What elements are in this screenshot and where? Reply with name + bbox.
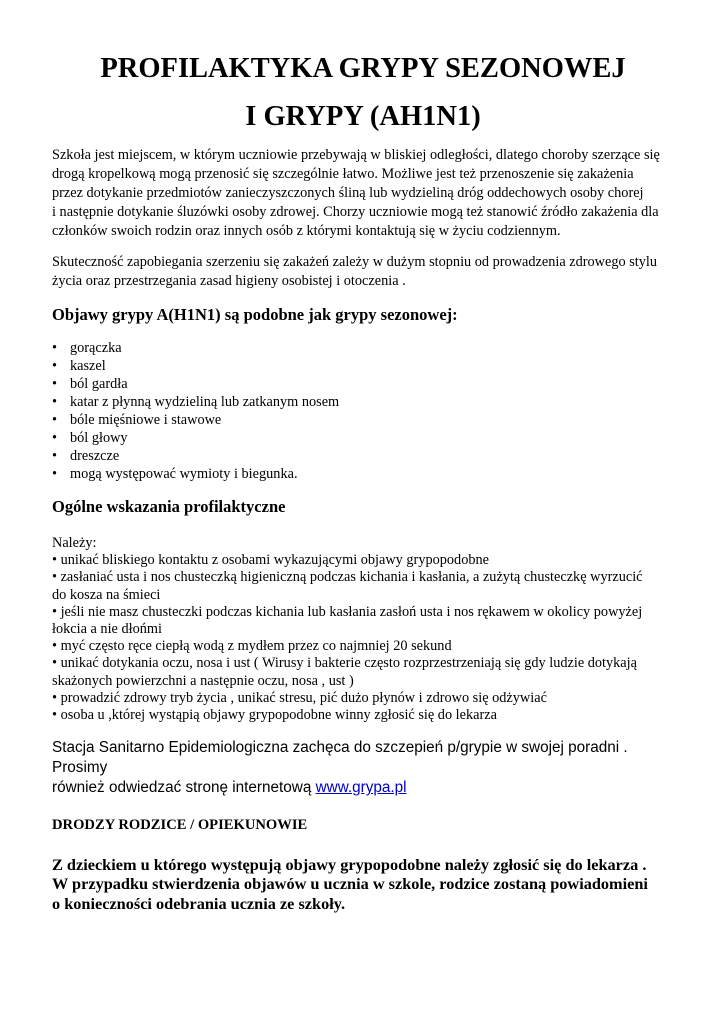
bullet-icon: • — [52, 340, 58, 357]
bullet-icon: • — [52, 376, 58, 393]
advice-intro: Należy: — [52, 534, 97, 551]
intro-line: i następnie dotykanie śluzówki osoby zdrowej. Chorzy uczniowie mogą też stanowić źródło zakażenia dla — [52, 204, 659, 221]
sanepid-line: Stacja Sanitarno Epidemiologiczna zachęca do szczepień p/grypie w swojej poradni . Prosimy — [52, 739, 628, 777]
grypa-website-link[interactable]: www.grypa.pl — [315, 779, 407, 797]
intro-line: Szkoła jest miejscem, w którym uczniowie przebywają w bliskiej odległości, dlatego choroby szerzące się — [52, 147, 660, 164]
advice-line: • zasłaniać usta i nos chusteczką higieniczną podczas kichania i kasłania, a zużytą chusteczkę wyrzucić — [52, 569, 643, 586]
advice-line: • myć często ręce ciepłą wodą z mydłem przez co najmniej 20 sekund — [52, 638, 452, 655]
list-item — [52, 447, 674, 465]
bullet-icon: • — [52, 394, 58, 411]
advice-line: • jeśli nie masz chusteczki podczas kichania lub kasłania zasłoń usta i nos rękawem w okolicy powyżej — [52, 603, 643, 620]
intro-line: przez dotykanie przedmiotów zanieczyszczonych śliną lub wydzieliną dróg oddechowych osoby chorej — [52, 185, 644, 202]
prophylaxis-advice — [52, 535, 674, 724]
notice-line: o konieczności odebrania ucznia ze szkoły. — [52, 893, 346, 913]
bullet-icon: • — [52, 448, 58, 465]
bullet-icon: • — [52, 412, 58, 429]
notice-line: Z dzieckiem u którego występują objawy grypopodobne należy zgłosić się do lekarza . — [52, 854, 647, 874]
symptoms-list — [52, 339, 674, 483]
symptom-label: mogą występować wymioty i biegunka. — [70, 466, 298, 483]
bullet-icon: • — [52, 358, 58, 375]
symptoms-heading: Objawy grypy A(H1N1) są podobne jak grypy sezonowej: — [52, 305, 458, 325]
advice-line: • unikać dotykania oczu, nosa i ust ( Wirusy i bakterie często rozprzestrzeniają się gdy ludzie dotykają — [52, 655, 637, 672]
document-page — [52, 52, 674, 913]
symptom-label: bóle mięśniowe i stawowe — [70, 412, 222, 429]
advice-line: łokcia a nie dłońmi — [52, 620, 162, 637]
symptom-label: ból głowy — [70, 430, 128, 447]
symptom-label: dreszcze — [70, 448, 120, 465]
advice-line: • unikać bliskiego kontaktu z osobami wykazującymi objawy grypopodobne — [52, 552, 489, 569]
effectiveness-line: życia oraz przestrzegania zasad higieny osobistej i otoczenia . — [52, 273, 406, 290]
symptom-label: gorączka — [70, 340, 122, 357]
page-title-line-2: I GRYPY (AH1N1) — [245, 101, 481, 133]
list-item — [52, 411, 674, 429]
notice-line: W przypadku stwierdzenia objawów u ucznia w szkole, rodzice zostaną powiadomieni — [52, 874, 648, 894]
symptom-label: ból gardła — [70, 376, 128, 393]
advice-line: do kosza na śmieci — [52, 586, 161, 603]
intro-paragraph — [52, 146, 674, 241]
bullet-icon: • — [52, 430, 58, 447]
intro-line: drogą kropelkową mogą przenosić się szczególnie łatwo. Możliwe jest też przenoszenie się zakażenia — [52, 166, 634, 183]
symptom-label: katar z płynną wydzieliną lub zatkanym nosem — [70, 394, 340, 411]
advice-line: • osoba u ,której wystąpią objawy grypopodobne winny zgłosić się do lekarza — [52, 707, 497, 723]
effectiveness-paragraph — [52, 253, 674, 291]
prophylaxis-heading: Ogólne wskazania profilaktyczne — [52, 497, 286, 517]
list-item — [52, 429, 674, 447]
list-item — [52, 339, 674, 357]
parents-heading: DRODZY RODZICE / OPIEKUNOWIE — [52, 817, 308, 834]
bullet-icon: • — [52, 466, 58, 483]
parents-notice — [52, 855, 674, 914]
symptom-label: kaszel — [70, 358, 106, 375]
sanepid-line: również odwiedzać stronę internetową — [52, 779, 316, 797]
sanepid-paragraph — [52, 738, 674, 798]
effectiveness-line: Skuteczność zapobiegania szerzeniu się zakażeń zależy w dużym stopniu od prowadzenia zdrowego stylu — [52, 254, 657, 271]
intro-line: członków swoich rodzin oraz innych osób z którymi kontaktują się w życiu codziennym. — [52, 223, 561, 240]
advice-line: • prowadzić zdrowy tryb życia , unikać stresu, pić dużo płynów i zdrowo się odżywiać — [52, 689, 547, 706]
list-item — [52, 375, 674, 393]
list-item — [52, 393, 674, 411]
list-item — [52, 357, 674, 375]
list-item — [52, 465, 674, 483]
page-title-line-1: PROFILAKTYKA GRYPY SEZONOWEJ — [100, 53, 626, 84]
advice-line: skażonych powierzchni a następnie oczu, nosa , ust ) — [52, 672, 354, 689]
